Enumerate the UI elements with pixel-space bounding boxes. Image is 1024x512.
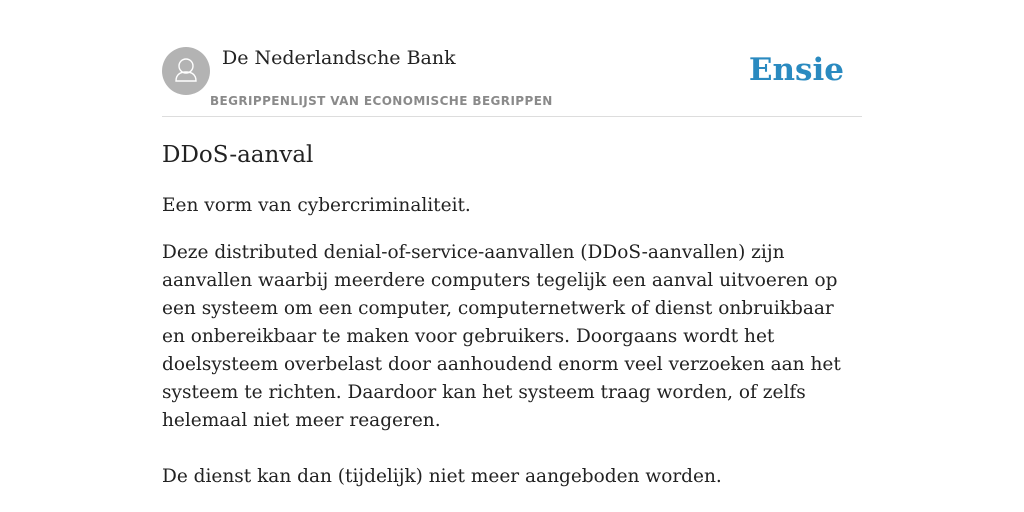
definition-body [162, 192, 862, 510]
ensie-logo[interactable]: Ensie [748, 52, 844, 88]
definition-paragraph: De dienst kan dan (tijdelijk) niet meer aangeboden worden. [162, 466, 722, 487]
user-silhouette-icon [162, 47, 210, 95]
definition-card [162, 0, 862, 512]
term-title: DDoS-aanval [162, 142, 314, 168]
definition-paragraph: Deze distributed denial-of-service-aanvallen (DDoS-aanvallen) zijn aanvallen waarbij meerdere computers tegelijk een aanval uitvoeren op een systeem om een computer, computernetwerk of dienst onbruikbaar en onbereikbaar te maken voor gebruikers. Doorgaans wordt het doelsysteem overbelast door aanhoudend enorm veel verzoeken aan het systeem te richten. Daardoor kan het systeem traag worden, of zelfs helemaal niet meer reageren. [162, 242, 841, 431]
source-subtitle[interactable]: BEGRIPPENLIJST VAN ECONOMISCHE BEGRIPPEN [210, 94, 553, 108]
card-header [162, 0, 862, 117]
definition-paragraph: Een vorm van cybercriminaliteit. [162, 195, 471, 216]
author-name[interactable]: De Nederlandsche Bank [222, 47, 456, 69]
author-avatar[interactable] [162, 47, 210, 95]
